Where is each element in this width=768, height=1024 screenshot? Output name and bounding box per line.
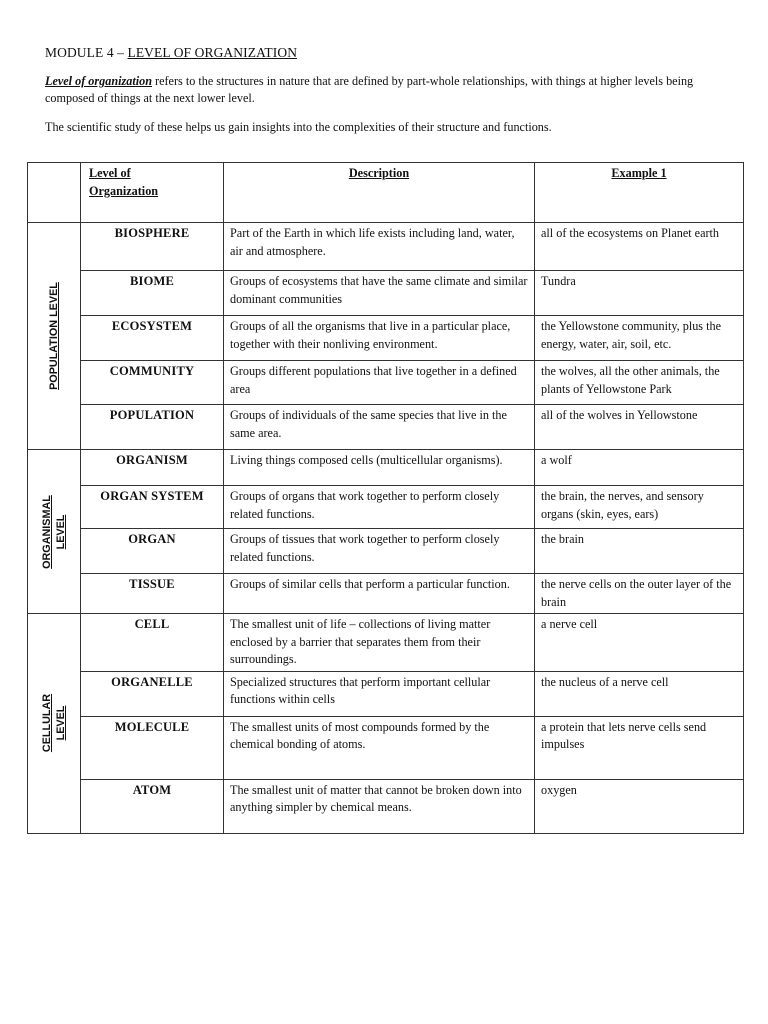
module-title: LEVEL OF ORGANIZATION [127, 45, 298, 60]
level-name: MOLECULE [81, 716, 224, 779]
group-label-cellular-level: LEVEL [55, 705, 67, 741]
level-example: a nerve cell [535, 614, 744, 672]
level-name: ORGAN SYSTEM [81, 486, 224, 529]
level-example: the brain, the nerves, and sensory organs (skin, eyes, ears) [535, 486, 744, 529]
header-level-line2: Organization [89, 183, 159, 198]
header-example: Example 1 [535, 163, 744, 223]
level-name: ORGAN [81, 529, 224, 574]
level-description: The smallest units of most compounds formed by the chemical bonding of atoms. [224, 716, 535, 779]
group-label-population: POPULATION LEVEL [48, 282, 60, 390]
level-description: Living things composed cells (multicellular organisms). [224, 450, 535, 486]
table-row [28, 405, 744, 450]
level-example: Tundra [535, 271, 744, 316]
level-name: BIOSPHERE [81, 223, 224, 271]
level-name: TISSUE [81, 574, 224, 614]
group-label-cellular: CELLULAR [41, 694, 53, 753]
table-row [28, 450, 744, 486]
table-row [28, 574, 744, 614]
page-title [45, 45, 297, 61]
intro-definition: refers to the structures in nature that are defined by part-whole relationships, with things at higher levels being composed of things at the next lower level. [45, 74, 694, 105]
group-organismal-level [28, 450, 81, 614]
level-example: a wolf [535, 450, 744, 486]
level-name: ATOM [81, 779, 224, 833]
level-description: The smallest unit of life – collections of living matter enclosed by a barrier that separates them from their surroundings. [224, 614, 535, 672]
level-description: Groups of individuals of the same species that live in the same area. [224, 405, 535, 450]
level-name: POPULATION [81, 405, 224, 450]
table-row [28, 671, 744, 716]
table-row [28, 716, 744, 779]
level-name: CELL [81, 614, 224, 672]
table-row [28, 779, 744, 833]
group-cellular-level [28, 614, 81, 834]
level-description: Part of the Earth in which life exists including land, water, air and atmosphere. [224, 223, 535, 271]
level-description: Specialized structures that perform important cellular functions within cells [224, 671, 535, 716]
header-level-line1: Level of [89, 166, 131, 180]
header-blank-cell [28, 163, 81, 223]
intro-note: The scientific study of these helps us gain insights into the complexities of their structure and functions. [45, 120, 552, 134]
header-level [81, 163, 224, 223]
group-population-level [28, 223, 81, 450]
table-row [28, 316, 744, 361]
level-description: Groups of organs that work together to perform closely related functions. [224, 486, 535, 529]
table-row [28, 271, 744, 316]
group-label-organismal-level: LEVEL [55, 514, 67, 549]
level-description: Groups of ecosystems that have the same climate and similar dominant communities [224, 271, 535, 316]
module-prefix: MODULE 4 – [45, 45, 128, 60]
intro-term: Level of organization [45, 74, 152, 88]
level-example: a protein that lets nerve cells send impulses [535, 716, 744, 779]
level-name: ORGANELLE [81, 671, 224, 716]
level-description: Groups of similar cells that perform a particular function. [224, 574, 535, 614]
level-example: the Yellowstone community, plus the energy, water, air, soil, etc. [535, 316, 744, 361]
level-description: Groups different populations that live together in a defined area [224, 361, 535, 405]
level-name: ORGANISM [81, 450, 224, 486]
table-row [28, 529, 744, 574]
header-description: Description [224, 163, 535, 223]
table-header-row [28, 163, 744, 223]
levels-table [27, 162, 744, 834]
level-name: ECOSYSTEM [81, 316, 224, 361]
intro-paragraph [45, 73, 745, 107]
table-row [28, 486, 744, 529]
table-row [28, 223, 744, 271]
level-example: all of the wolves in Yellowstone [535, 405, 744, 450]
level-name: COMMUNITY [81, 361, 224, 405]
level-example: the nerve cells on the outer layer of the brain [535, 574, 744, 614]
level-example: all of the ecosystems on Planet earth [535, 223, 744, 271]
level-example: the wolves, all the other animals, the plants of Yellowstone Park [535, 361, 744, 405]
table-row [28, 361, 744, 405]
level-example: the brain [535, 529, 744, 574]
level-description: The smallest unit of matter that cannot be broken down into anything simpler by chemical means. [224, 779, 535, 833]
level-name: BIOME [81, 271, 224, 316]
table-row [28, 614, 744, 672]
level-description: Groups of tissues that work together to perform closely related functions. [224, 529, 535, 574]
level-description: Groups of all the organisms that live in a particular place, together with their nonliving environment. [224, 316, 535, 361]
group-label-organismal: ORGANISMAL [41, 494, 53, 569]
level-example: the nucleus of a nerve cell [535, 671, 744, 716]
level-example: oxygen [535, 779, 744, 833]
